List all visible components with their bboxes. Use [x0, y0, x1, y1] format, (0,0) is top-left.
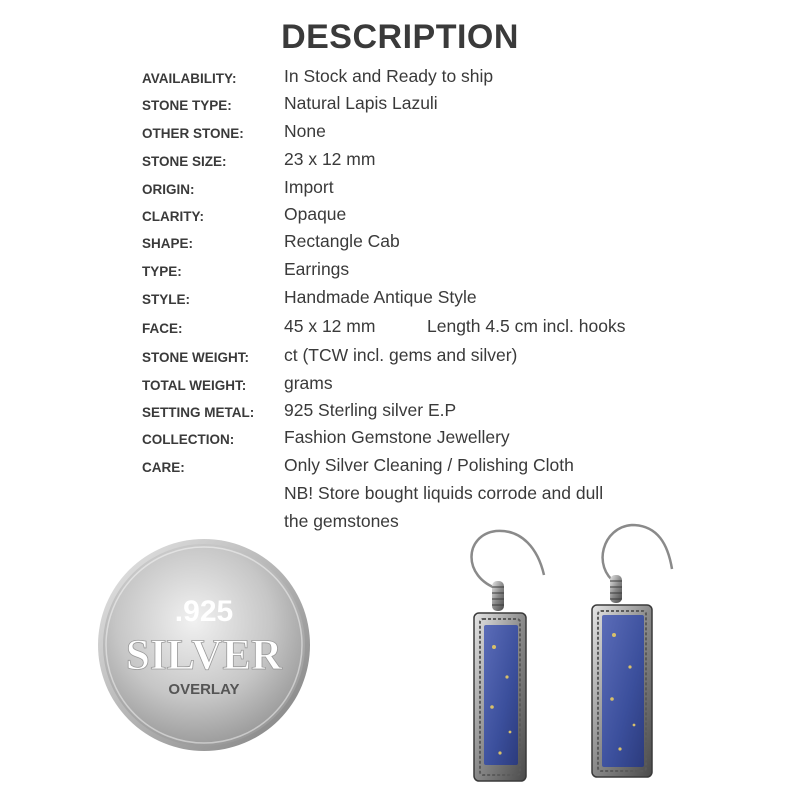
spec-label: FACE:	[142, 321, 183, 336]
spec-value: In Stock and Ready to ship	[284, 66, 494, 86]
spec-label: COLLECTION:	[142, 432, 235, 447]
care-note-line: the gemstones	[284, 511, 399, 531]
coil	[492, 581, 504, 611]
spec-value: 45 x 12 mm	[284, 316, 376, 336]
spec-value: Natural Lapis Lazuli	[284, 93, 438, 113]
spec-value: 23 x 12 mm	[284, 149, 376, 169]
spec-label: TYPE:	[142, 264, 182, 279]
spec-value: Handmade Antique Style	[284, 287, 477, 307]
lapis-stone	[602, 615, 644, 767]
spec-label: AVAILABILITY:	[142, 71, 237, 86]
right-earring	[592, 525, 672, 777]
spec-label: OTHER STONE:	[142, 126, 244, 141]
ear-hook	[603, 525, 672, 583]
spec-value: Rectangle Cab	[284, 231, 400, 251]
spec-label: CLARITY:	[142, 209, 204, 224]
badge-type: OVERLAY	[168, 681, 240, 698]
ear-hook	[472, 531, 545, 589]
spec-label: SETTING METAL:	[142, 405, 255, 420]
spec-label: CARE:	[142, 460, 185, 475]
page-title: DESCRIPTION	[281, 18, 519, 56]
spec-row-face	[142, 316, 702, 340]
spec-label: STONE WEIGHT:	[142, 350, 250, 365]
spec-value: Only Silver Cleaning / Polishing Cloth	[284, 455, 574, 475]
spec-label: ORIGIN:	[142, 182, 195, 197]
left-earring	[472, 531, 545, 781]
silver-overlay-badge	[96, 537, 312, 753]
spec-extra-value: Length 4.5 cm incl. hooks	[427, 316, 626, 336]
spec-label: STYLE:	[142, 292, 191, 307]
lapis-stone	[484, 625, 518, 765]
spec-value: None	[284, 121, 326, 141]
spec-label: SHAPE:	[142, 236, 194, 251]
care-note-line: NB! Store bought liquids corrode and dull	[284, 483, 604, 503]
spec-label: TOTAL WEIGHT:	[142, 378, 247, 393]
spec-value: grams	[284, 373, 333, 393]
spec-value: Import	[284, 177, 334, 197]
badge-metal: SILVER	[125, 632, 283, 679]
spec-label: STONE SIZE:	[142, 154, 227, 169]
spec-label: STONE TYPE:	[142, 98, 232, 113]
spec-value: Earrings	[284, 259, 350, 279]
spec-value: 925 Sterling silver E.P	[284, 400, 457, 420]
spec-value: ct (TCW incl. gems and silver)	[284, 345, 518, 365]
earrings-product-image	[452, 517, 687, 789]
spec-value: Fashion Gemstone Jewellery	[284, 427, 510, 447]
badge-purity: .925	[174, 595, 234, 628]
spec-value: Opaque	[284, 204, 347, 224]
